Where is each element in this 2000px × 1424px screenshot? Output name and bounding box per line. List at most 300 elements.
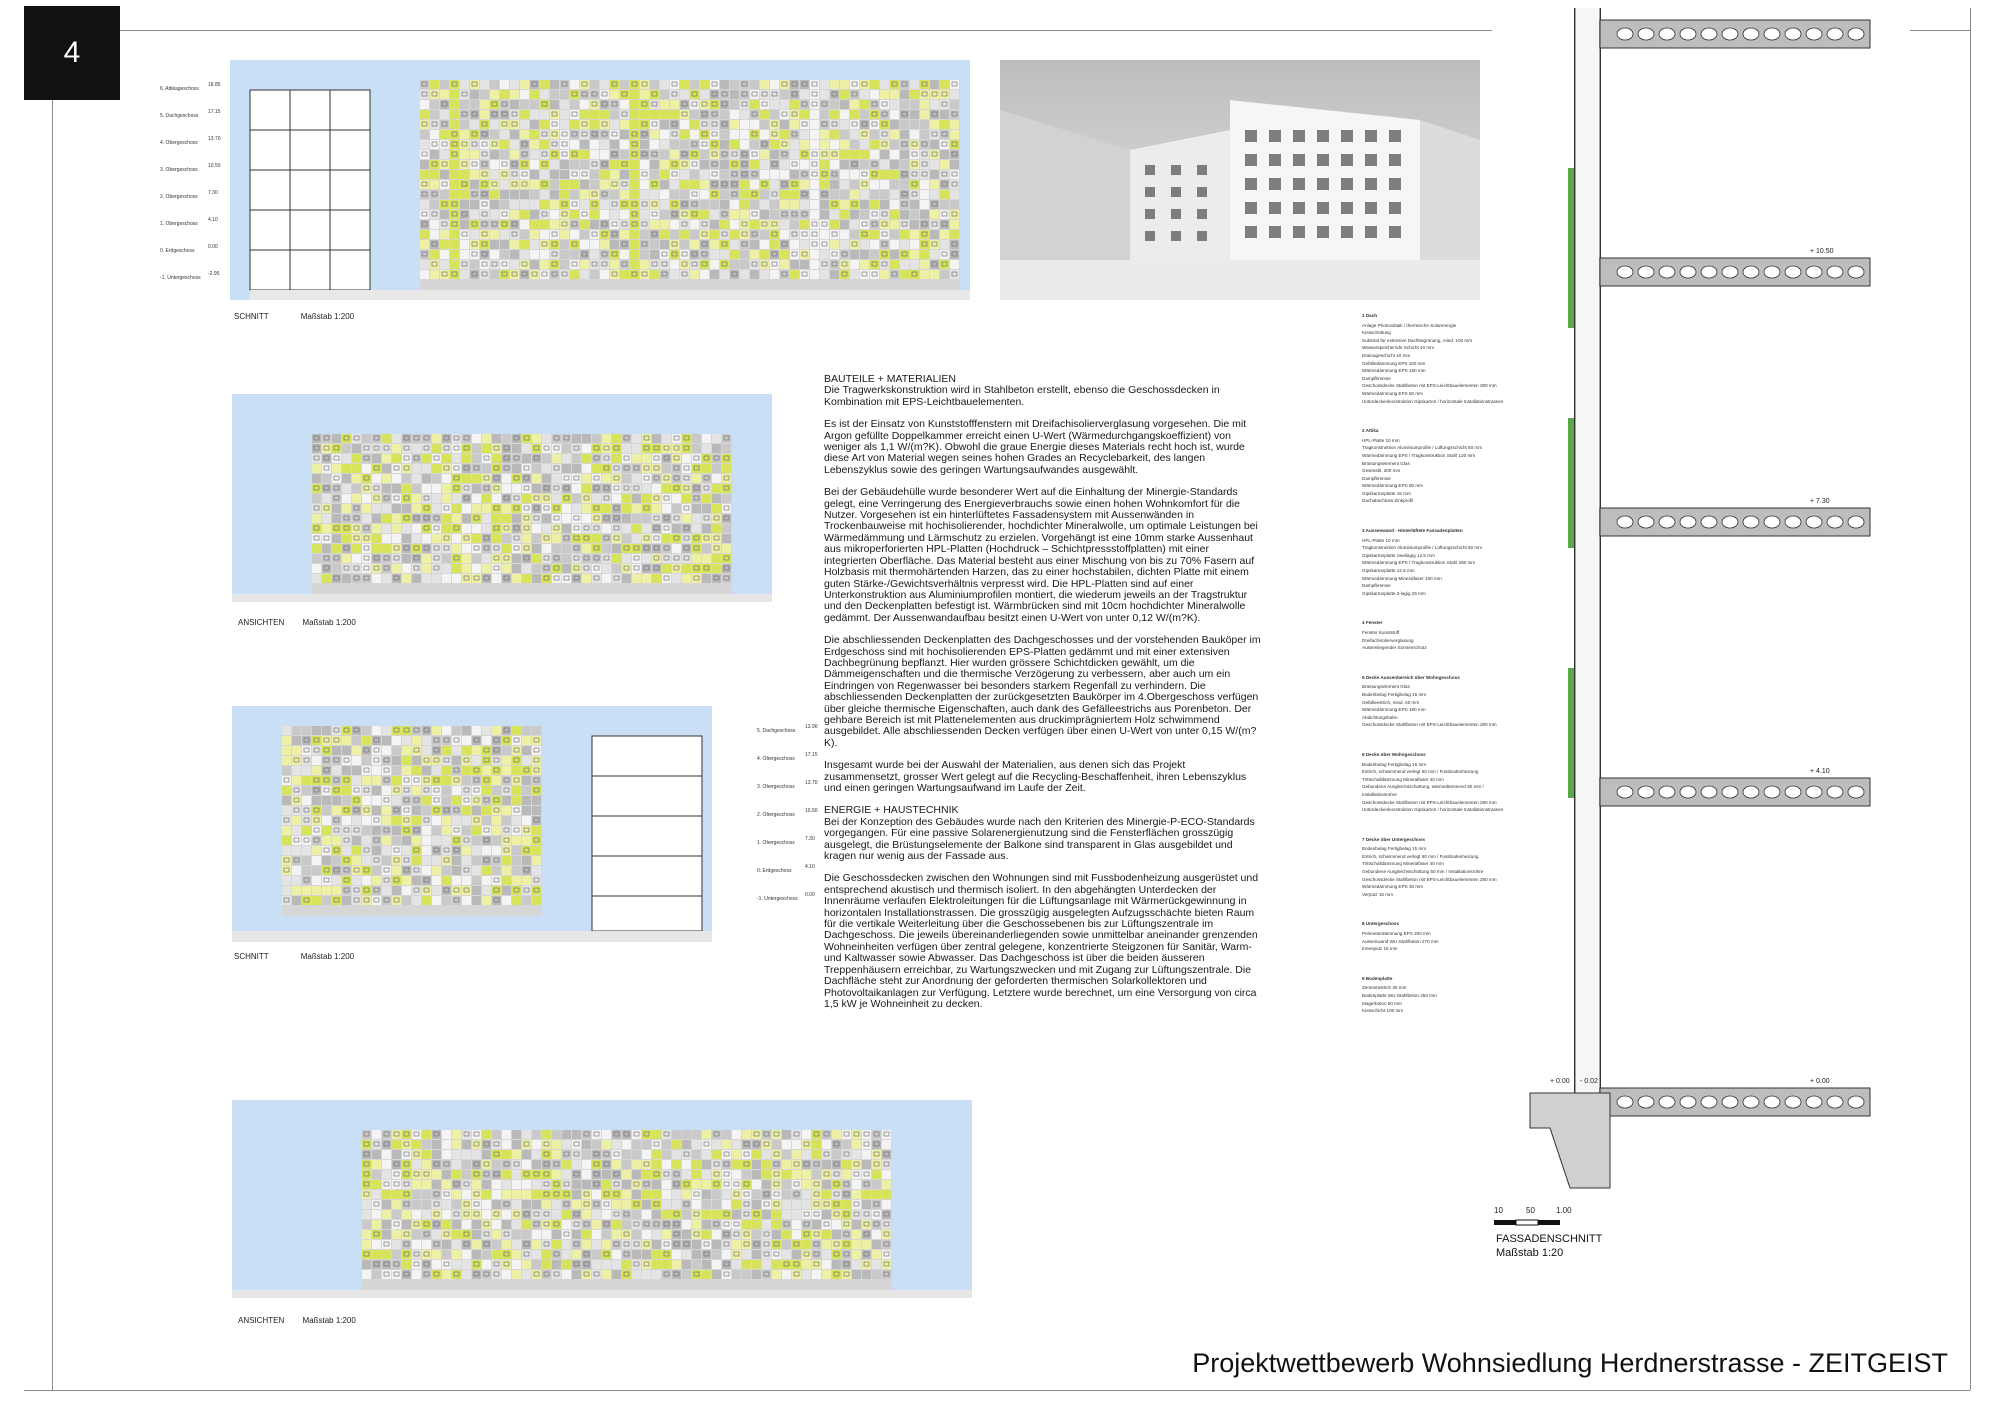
facade-panel [432,766,441,775]
facade-panel [512,444,521,453]
facade-panel [832,1260,841,1269]
facade-panel [492,846,501,855]
facade-panel [792,1190,801,1199]
facade-panel [760,200,769,209]
window [1341,226,1353,238]
facade-panel [760,210,769,219]
facade-panel [770,80,779,89]
facade-panel [482,816,491,825]
facade-panel [472,866,481,875]
facade-panel [820,200,829,209]
facade-panel [510,110,519,119]
facade-panel [940,270,949,279]
facade-panel [680,260,689,269]
facade-panel [852,1150,861,1159]
facade-panel [552,1170,561,1179]
facade-panel [362,494,371,503]
facade-panel [522,1190,531,1199]
facade-panel [690,180,699,189]
facade-panel [692,1260,701,1269]
description-text [824,374,1262,1021]
facade-panel [382,444,391,453]
facade-panel [842,1140,851,1149]
facade-panel [752,1260,761,1269]
facade-panel [630,240,639,249]
facade-panel [562,1270,571,1279]
facade-panel [412,876,421,885]
facade-panel [480,190,489,199]
facade-panel [490,120,499,129]
facade-panel [422,494,431,503]
facade-panel [432,806,441,815]
facade-panel [422,1140,431,1149]
facade-panel [642,1180,651,1189]
facade-panel [522,776,531,785]
facade-panel [502,474,511,483]
bottom-border-line [24,1390,1970,1391]
facade-panel [472,1160,481,1169]
facade-panel [672,1220,681,1229]
facade-panel [732,1130,741,1139]
facade-panel [372,826,381,835]
facade-panel [602,434,611,443]
facade-panel [720,230,729,239]
facade-panel [392,554,401,563]
facade-panel [802,1190,811,1199]
facade-panel [752,1170,761,1179]
facade-panel [472,524,481,533]
facade-panel [420,120,429,129]
facade-panel [362,756,371,765]
facade-panel [620,120,629,129]
facade-panel [482,1220,491,1229]
facade-panel [392,896,401,905]
facade-panel [580,250,589,259]
facade-panel [580,110,589,119]
facade-panel [870,140,879,149]
caption-section-top [234,312,354,321]
window [1341,178,1353,190]
facade-panel [512,806,521,815]
facade-panel [572,1270,581,1279]
facade-panel [752,1200,761,1209]
section-drawing-bottom [232,706,832,942]
facade-panel [700,230,709,239]
facade-panel [342,826,351,835]
facade-panel [592,1190,601,1199]
facade-panel [440,150,449,159]
facade-panel [522,1240,531,1249]
facade-panel [442,444,451,453]
facade-panel [402,766,411,775]
facade-panel [440,200,449,209]
legend-item: Abdichtungsbahn [1362,714,1398,720]
facade-panel [322,796,331,805]
facade-panel [770,260,779,269]
legend-group [1362,836,1512,899]
facade-panel [602,564,611,573]
facade-panel [702,1220,711,1229]
facade-panel [402,756,411,765]
facade-panel [600,160,609,169]
facade-panel [372,776,381,785]
facade-panel [580,270,589,279]
facade-panel [712,1130,721,1139]
facade-panel [630,120,639,129]
legend-item: Trittschalldämmung Mineralfaser 40 mm [1362,776,1444,782]
facade-panel [450,170,459,179]
facade-panel [740,110,749,119]
facade-panel [770,180,779,189]
facade-panel [782,1260,791,1269]
facade-panel [402,554,411,563]
facade-panel [602,1130,611,1139]
facade-panel [742,1150,751,1159]
facade-panel [610,220,619,229]
facade-panel [720,80,729,89]
facade-panel [362,524,371,533]
facade-panel [562,514,571,523]
facade-panel [642,564,651,573]
facade-panel [412,756,421,765]
facade-panel [910,170,919,179]
facade-panel [362,1140,371,1149]
facade-panel [452,866,461,875]
facade-panel [610,190,619,199]
facade-panel [530,240,539,249]
facade-panel [462,1200,471,1209]
facade-panel [780,90,789,99]
facade-panel [712,574,721,583]
facade-panel [632,1230,641,1239]
facade-panel [660,240,669,249]
facade-panel [402,746,411,755]
facade-panel [422,1180,431,1189]
facade-panel [772,1170,781,1179]
facade-panel [650,100,659,109]
facade-panel [622,524,631,533]
facade-panel [550,100,559,109]
window [1145,165,1155,175]
facade-panel [570,150,579,159]
facade-panel [512,474,521,483]
facade-panel [412,786,421,795]
facade-panel [692,1180,701,1189]
facade-panel [432,876,441,885]
facade-panel [872,1260,881,1269]
facade-panel [772,1250,781,1259]
hollow-core [1701,516,1717,528]
facade-panel [580,180,589,189]
facade-panel [352,504,361,513]
hollow-core [1806,516,1822,528]
facade-panel [540,220,549,229]
facade-panel [342,534,351,543]
facade-panel [472,504,481,513]
facade-panel [492,726,501,735]
facade-panel [592,484,601,493]
facade-panel [690,190,699,199]
facade-panel [532,746,541,755]
facade-panel [830,110,839,119]
facade-panel [382,826,391,835]
section-top-scale: Maßstab 1:200 [300,312,355,321]
facade-panel [732,1140,741,1149]
facade-panel [750,220,759,229]
facade-panel [572,1200,581,1209]
facade-panel [402,896,411,905]
legend-item: Gipskartonplatte 2-lagig 25 mm [1362,590,1426,596]
window [1145,209,1155,219]
facade-panel [512,746,521,755]
facade-panel [670,250,679,259]
hollow-core [1722,266,1738,278]
hollow-core [1806,28,1822,40]
level-value: 17.15 [805,752,818,758]
level-label: 3. Obergeschoss [160,167,198,173]
facade-panel [462,1250,471,1259]
facade-panel [490,90,499,99]
facade-panel [712,564,721,573]
facade-panel [432,1160,441,1169]
facade-panel [392,816,401,825]
facade-panel [700,120,709,129]
facade-panel [412,444,421,453]
facade-panel [640,260,649,269]
facade-panel [372,1150,381,1159]
legend-item: Dampfbremse [1362,583,1391,589]
facade-panel [930,110,939,119]
facade-panel [602,494,611,503]
facade-panel [930,130,939,139]
facade-panel [542,1220,551,1229]
facade-panel [580,100,589,109]
facade-panel [490,130,499,139]
facade-panel [532,1190,541,1199]
facade-panel [772,1190,781,1199]
facade-panel [462,554,471,563]
hollow-core [1659,1096,1675,1108]
facade-panel [710,130,719,139]
facade-panel [672,444,681,453]
facade-panel [810,240,819,249]
facade-panel [362,766,371,775]
facade-panel [582,524,591,533]
facade-panel [660,90,669,99]
facade-panel [770,140,779,149]
facade-panel [422,1150,431,1159]
facade-panel [572,1250,581,1259]
facade-panel [500,230,509,239]
facade-panel [920,100,929,109]
facade-panel [840,180,849,189]
facade-panel [860,80,869,89]
facade-panel [590,190,599,199]
facade-panel [670,100,679,109]
facade-panel [630,150,639,159]
facade-panel [790,100,799,109]
facade-panel [850,150,859,159]
facade-panel [750,230,759,239]
facade-panel [692,514,701,523]
facade-panel [432,1150,441,1159]
facade-panel [620,90,629,99]
facade-panel [312,856,321,865]
facade-panel [660,120,669,129]
facade-panel [730,210,739,219]
facade-panel [292,836,301,845]
facade-panel [422,1240,431,1249]
facade-panel [880,270,889,279]
facade-panel [462,756,471,765]
facade-panel [442,756,451,765]
facade-panel [392,494,401,503]
facade-panel [462,1210,471,1219]
facade-panel [612,434,621,443]
facade-panel [630,130,639,139]
facade-panel [522,574,531,583]
facade-panel [582,454,591,463]
facade-panel [482,1210,491,1219]
facade-panel [572,1210,581,1219]
facade-panel [722,1190,731,1199]
facade-panel [750,160,759,169]
level-label: 4. Obergeschoss [160,140,198,146]
facade-panel [372,1130,381,1139]
facade-panel [520,180,529,189]
facade-panel [880,230,889,239]
facade-panel [372,444,381,453]
facade-panel [790,140,799,149]
facade-panel [530,110,539,119]
facade-panel [870,100,879,109]
facade-panel [840,150,849,159]
facade-panel [790,120,799,129]
facade-panel [482,1140,491,1149]
facade-panel [650,210,659,219]
facade-panel [692,544,701,553]
facade-panel [502,1130,511,1139]
facade-panel [402,1170,411,1179]
hollow-core [1701,28,1717,40]
facade-panel [730,230,739,239]
facade-panel [900,170,909,179]
facade-panel [460,180,469,189]
facade-panel [832,1130,841,1139]
legend-item: Gebundene Ausgleichsschüttung 50 mm / Installationsrohre [1362,869,1484,875]
facade-panel [462,564,471,573]
facade-panel [810,190,819,199]
facade-panel [522,1250,531,1259]
facade-panel [760,260,769,269]
facade-panel [732,1190,741,1199]
facade-panel [870,190,879,199]
facade-panel [450,110,459,119]
facade-panel [840,110,849,119]
facade-panel [860,100,869,109]
facade-panel [562,564,571,573]
facade-panel [612,1240,621,1249]
facade-panel [890,90,899,99]
facade-panel [382,1130,391,1139]
facade-panel [530,230,539,239]
facade-panel [512,856,521,865]
facade-panel [592,564,601,573]
hollow-core [1827,1096,1843,1108]
facade-panel [940,160,949,169]
facade-panel [882,1150,891,1159]
facade-panel [352,866,361,875]
facade-panel [322,886,331,895]
facade-panel [510,250,519,259]
level-value: 7.30 [805,836,815,842]
facade-panel [730,170,739,179]
facade-panel [362,1230,371,1239]
facade-panel [800,90,809,99]
facade-panel [862,1130,871,1139]
facade-panel [532,736,541,745]
facade-panel [712,494,721,503]
facade-panel [452,564,461,573]
facade-panel [920,240,929,249]
facade-panel [672,464,681,473]
facade-panel [470,220,479,229]
facade-panel [362,484,371,493]
facade-panel [502,574,511,583]
facade-panel [550,80,559,89]
facade-panel [492,866,501,875]
facade-panel [880,160,889,169]
facade-panel [590,80,599,89]
window [1317,226,1329,238]
facade-panel [500,250,509,259]
facade-panel [840,230,849,239]
facade-panel [522,886,531,895]
facade-panel [542,1180,551,1189]
facade-panel [882,1140,891,1149]
facade-panel [760,80,769,89]
facade-panel [560,200,569,209]
facade-panel [540,240,549,249]
facade-panel [442,434,451,443]
facade-panel [710,210,719,219]
facade-panel [492,816,501,825]
facade-panel [852,1140,861,1149]
facade-panel [620,150,629,159]
facade-panel [852,1210,861,1219]
facade-panel [322,786,331,795]
facade-panel [482,1180,491,1189]
facade-panel [442,866,451,875]
facade-panel [650,200,659,209]
facade-panel [830,250,839,259]
facade-panel [582,474,591,483]
facade-panel [482,524,491,533]
hollow-core [1722,28,1738,40]
facade-panel [712,514,721,523]
facade-panel [392,464,401,473]
facade-panel [482,1190,491,1199]
legend-item: Wärmedämmung Mineralfaser 100 mm [1362,575,1442,581]
facade-panel [352,434,361,443]
facade-panel [602,1230,611,1239]
facade-panel [502,564,511,573]
facade-panel [450,270,459,279]
facade-panel [402,1210,411,1219]
window [1389,130,1401,142]
facade-panel [542,524,551,533]
facade-panel [600,110,609,119]
